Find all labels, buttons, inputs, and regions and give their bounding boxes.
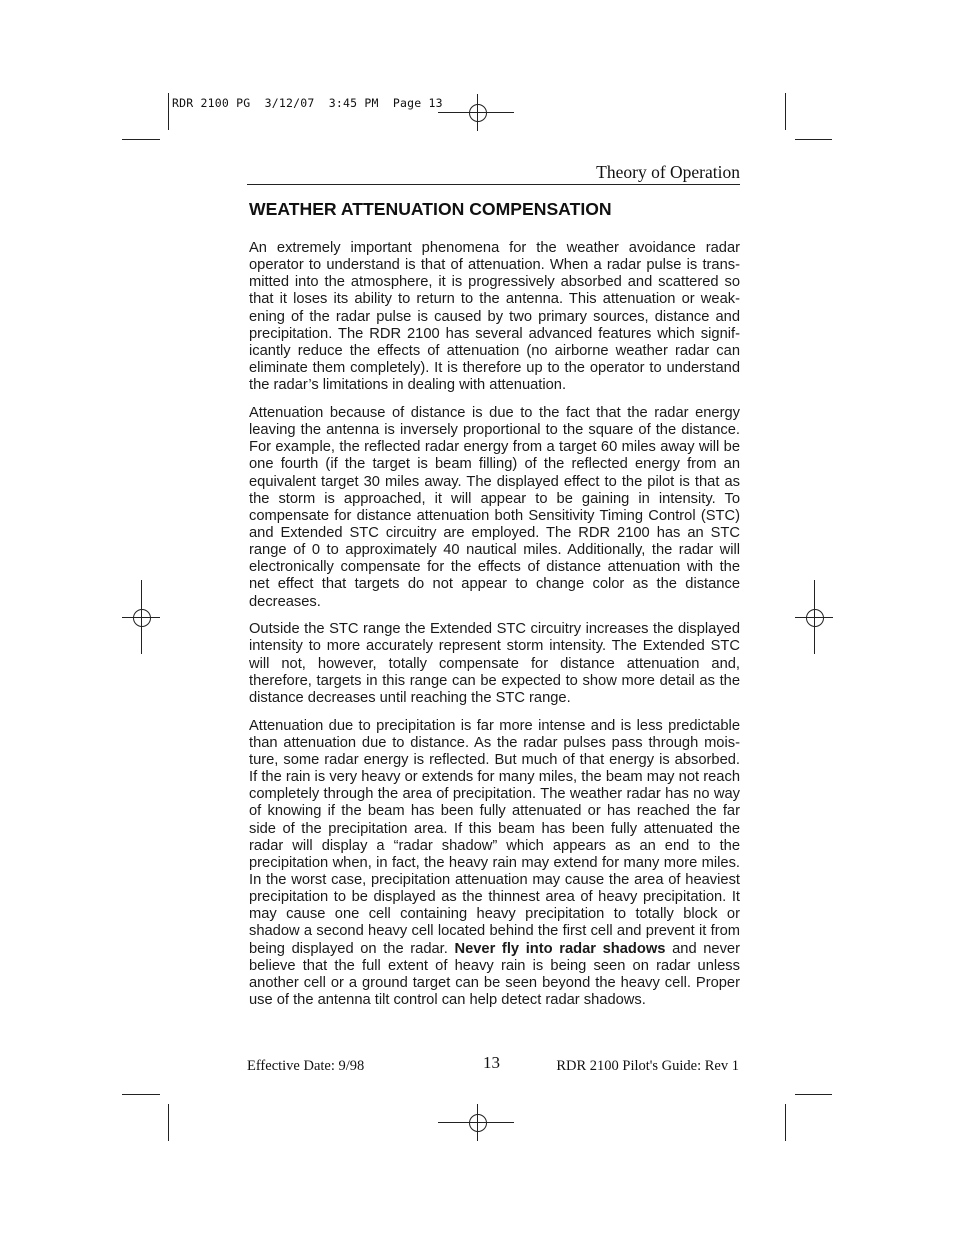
crop-mark-top-right-horizontal	[795, 139, 832, 140]
paragraph: An extremely important phenomena for the weather avoidance radar operator to understand is that of attenuation. When a radar pulse is transmitted into the atmosphere, it is progressively absorbed and scattered so that it loses its ability to return to the antenna. This attenuation or weakening of the radar pulse is caused by two primary sources, distance and precipitation. The RDR 2100 has several advanced features which significantly reduce the effects of attenuation (no airborne weather radar can eliminate them completely). It is therefore up to the operator to understand the radar’s limitations in dealing with attenuation.	[249, 240, 740, 394]
section-header-title: Theory of Operation	[596, 162, 740, 182]
crop-mark-bottom-right-horizontal	[795, 1094, 832, 1095]
crop-mark-bottom-left-horizontal	[122, 1094, 160, 1095]
crop-mark-top-right-vertical	[785, 93, 786, 130]
paragraph: Attenuation because of distance is due to the fact that the radar energy leaving the antenna is inversely proportional to the square of the distance. For example, the reflected radar energy from a target 60 miles away will be one fourth (if the target is beam filling) of the reflected energy from an equivalent target 30 miles away. The displayed effect to the pilot is that as the storm is approached, it will appear to be gaining in intensity. To compensate for distance attenuation both Sensitivity Timing Control (STC) and Extended STC circuitry are employed. The RDR 2100 has an STC range of 0 to approximately 40 nautical miles. Additionally, the radar will electronically compensate for the effects of distance attenuation with the net effect that targets do not appear to change color as the distance decreases.	[249, 404, 740, 610]
registration-mark-top-circle-icon	[469, 104, 487, 122]
paragraph	[249, 718, 740, 1010]
crop-mark-top-left-horizontal	[122, 139, 160, 140]
crop-mark-bottom-right-vertical	[785, 1104, 786, 1141]
page-number: 13	[483, 1053, 500, 1072]
section-header	[247, 162, 740, 185]
registration-mark-bottom-circle-icon	[469, 1114, 487, 1132]
paragraph-text: and never believe that the full extent of heavy rain is being seen on radar unless another cell or a ground target can be seen beyond the heavy cell. Proper use of the antenna tilt control can help detect radar shadows.	[249, 940, 740, 1009]
paragraph-text: Attenuation due to precipitation is far more intense and is less predictable than attenuation due to distance. As the radar pulses pass through moisture, some radar energy is reflected. But much of that energy is absorbed. If the rain is very heavy or extends for many miles, the beam may not reach completely through the area of precipitation. The weather radar has no way of knowing if the beam has been fully attenuated or has reached the far side of the precipitation area. If this beam has been fully attenuated the radar will display a “radar shadow” which appears as an end to the precipitation when, in fact, the heavy rain may extend for many more miles. In the worst case, precipitation attenuation may cause the area of heaviest precipitation to be displayed as the thinnest area of heavy precipitation. It may cause one cell containing heavy precipitation to totally block or shadow a second heavy cell located behind the first cell and prevent it from being displayed on the radar.	[249, 717, 740, 957]
footer-guide-title: RDR 2100 Pilot's Guide: Rev 1	[556, 1058, 739, 1074]
crop-mark-bottom-left-vertical	[168, 1104, 169, 1141]
body-text	[249, 240, 740, 1020]
registration-mark-left-circle-icon	[133, 609, 151, 627]
footer-effective-date: Effective Date: 9/98	[247, 1058, 365, 1074]
warning-bold-text: Never fly into radar shadows	[454, 940, 666, 957]
paragraph: Outside the STC range the Extended STC circuitry increases the displayed intensity to more accurately represent storm intensity. The Extended STC will not, however, totally compensate for distance attenuation and, therefore, targets in this range can be expected to show more detail as the distance decreases until reaching the STC range.	[249, 621, 740, 706]
print-slug: RDR 2100 PG 3/12/07 3:45 PM Page 13	[172, 96, 443, 110]
registration-mark-right-circle-icon	[806, 609, 824, 627]
crop-mark-top-left-vertical	[168, 93, 169, 130]
page-title: WEATHER ATTENUATION COMPENSATION	[249, 199, 612, 219]
